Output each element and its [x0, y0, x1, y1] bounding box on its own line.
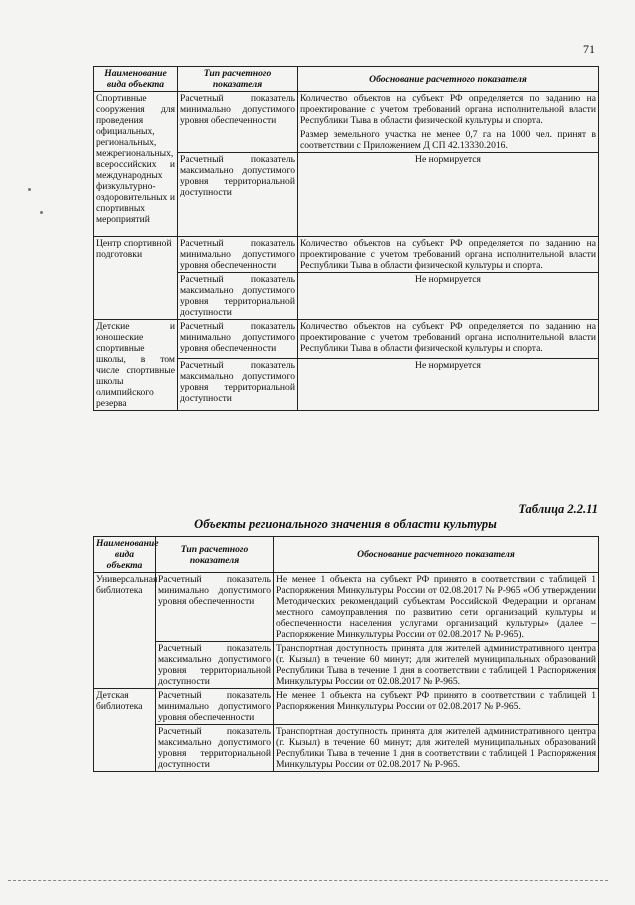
- header-indicator-type: Тип расчетного показателя: [178, 67, 298, 92]
- indicator-type-cell: Расчетный показатель минимально допустимого уровня обеспеченности: [156, 573, 274, 642]
- header-object-name: Наименование вида объекта: [94, 537, 156, 573]
- indicator-basis-cell: [298, 92, 599, 153]
- header-indicator-basis: Обоснование расчетного показателя: [298, 67, 599, 92]
- scan-edge-divider: [8, 880, 608, 881]
- header-indicator-basis: Обоснование расчетного показателя: [274, 537, 599, 573]
- indicator-type-cell: Расчетный показатель минимально допустимого уровня обеспеченности: [156, 689, 274, 725]
- indicator-basis-cell: Не менее 1 объекта на субъект РФ принято в соответствии с таблицей 1 Распоряжения Минкультуры России от 02.08.2017 № Р-965 «Об утверждении Методических рекомендаций субъектам Российской Федерации и органам местного самоуправления по развитию сети организаций культуры и обеспеченности населения услугами организаций культуры» (далее – Распоряжение Минкультуры России от 02.08.2017 № Р-965).: [274, 573, 599, 642]
- indicator-type-cell: Расчетный показатель максимально допустимого уровня территориальной доступности: [178, 153, 298, 237]
- object-name-cell: Спортивные сооружения для проведения официальных, региональных, межрегиональных, всероссийских и международных физкультурно-оздоровительных и спортивных мероприятий: [94, 92, 178, 237]
- object-name-cell: Центр спортивной подготовки: [94, 237, 178, 320]
- table-row: [94, 689, 599, 725]
- scan-dot-mark: [40, 211, 43, 214]
- indicator-basis-cell: Транспортная доступность принята для жителей административного центра (г. Кызыл) в течение 60 минут; для жителей муниципальных образований Республики Тыва в течение 1 дня в соответствии с таблицей 1 Распоряжения Минкультуры России от 02.08.2017 № Р-965.: [274, 725, 599, 772]
- sports-objects-table: [93, 66, 599, 411]
- indicator-type-cell: Расчетный показатель максимально допустимого уровня территориальной доступности: [178, 359, 298, 411]
- table-title: Объекты регионального значения в области культуры: [194, 517, 497, 531]
- object-name-cell: Детские и юношеские спортивные школы, в том числе спортивные школы олимпийского резерва: [94, 320, 178, 411]
- basis-text-extra: Размер земельного участка не менее 0,7 га на 1000 чел. принят в соответствии с Приложением Д СП 42.13330.2016.: [300, 129, 596, 151]
- table-row: [94, 92, 599, 153]
- indicator-type-cell: Расчетный показатель максимально допустимого уровня территориальной доступности: [156, 725, 274, 772]
- table-row: [94, 320, 599, 359]
- indicator-type-cell: Расчетный показатель минимально допустимого уровня обеспеченности: [178, 320, 298, 359]
- table-header-row: [94, 537, 599, 573]
- table-row: [94, 642, 599, 689]
- indicator-basis-cell: Не нормируется: [298, 359, 599, 411]
- indicator-basis-cell: Не нормируется: [298, 153, 599, 237]
- indicator-type-cell: Расчетный показатель максимально допустимого уровня территориальной доступности: [156, 642, 274, 689]
- culture-objects-table: [93, 536, 599, 772]
- indicator-type-cell: Расчетный показатель минимально допустимого уровня обеспеченности: [178, 237, 298, 273]
- table-number: Таблица 2.2.11: [518, 502, 598, 516]
- object-name-cell: Детская библиотека: [94, 689, 156, 772]
- table-row: [94, 237, 599, 273]
- table-row: [94, 573, 599, 642]
- indicator-basis-cell: Не менее 1 объекта на субъект РФ принято в соответствии с таблицей 1 Распоряжения Минкультуры России от 02.08.2017 № Р-965.: [274, 689, 599, 725]
- indicator-basis-cell: Количество объектов на субъект РФ определяется по заданию на проектирование с учетом требований органа исполнительной власти Республики Тыва в области физической культуры и спорта.: [298, 237, 599, 273]
- scan-dot-mark: [28, 188, 31, 191]
- indicator-type-cell: Расчетный показатель минимально допустимого уровня обеспеченности: [178, 92, 298, 153]
- object-name-cell: Универсальная библиотека: [94, 573, 156, 689]
- basis-text: Количество объектов на субъект РФ определяется по заданию на проектирование с учетом требований органа исполнительной власти Республики Тыва в области физической культуры и спорта.: [300, 93, 596, 126]
- header-indicator-type: Тип расчетного показателя: [156, 537, 274, 573]
- indicator-basis-cell: Транспортная доступность принята для жителей административного центра (г. Кызыл) в течение 60 минут; для жителей муниципальных образований Республики Тыва в течение 1 дня в соответствии с таблицей 1 Распоряжения Минкультуры России от 02.08.2017 № Р-965.: [274, 642, 599, 689]
- table-row: [94, 725, 599, 772]
- page-number: 71: [583, 42, 595, 56]
- header-object-name: Наименование вида объекта: [94, 67, 178, 92]
- table-header-row: [94, 67, 599, 92]
- indicator-type-cell: Расчетный показатель максимально допустимого уровня территориальной доступности: [178, 273, 298, 320]
- indicator-basis-cell: Количество объектов на субъект РФ определяется по заданию на проектирование с учетом требований органа исполнительной власти Республики Тыва в области физической культуры и спорта.: [298, 320, 599, 359]
- indicator-basis-cell: Не нормируется: [298, 273, 599, 320]
